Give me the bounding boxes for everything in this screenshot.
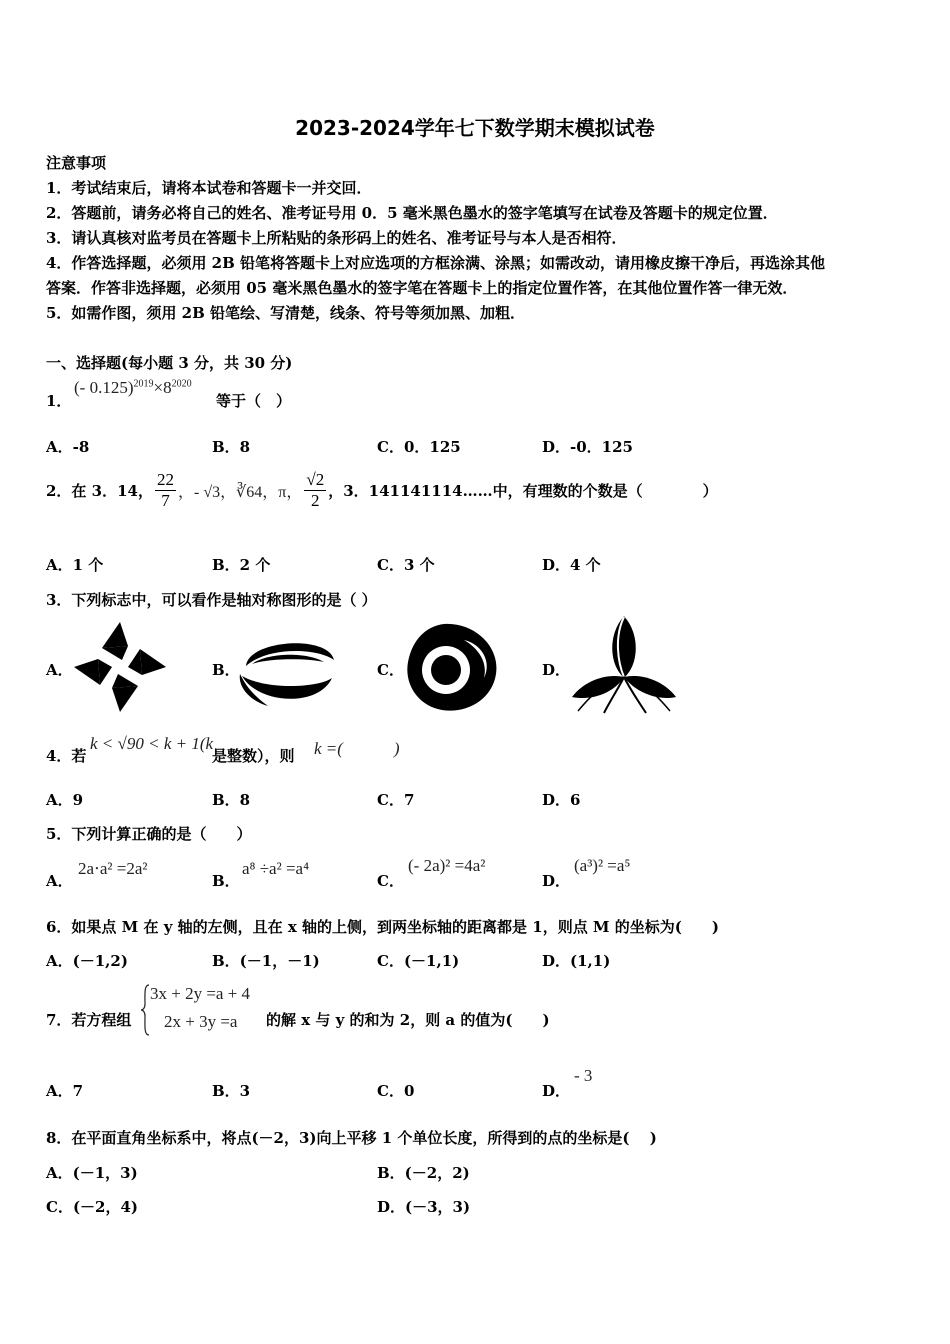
q8-option-a[interactable]: A．(－1，3) [46,1164,138,1182]
q5-expr-c: (- 2a)² =4a² [408,856,486,875]
q7-option-a[interactable]: A．7 [46,1082,84,1100]
notes-heading: 注意事项 [46,154,107,172]
q8-option-d[interactable]: D．(－3，3) [377,1198,471,1216]
q2-stem: 2．在 3．14， $\frac{22}{7}$ ，- √3，∛64，π， $\frac{√2}{2}$ ，3．141141114……中，有理数的个数是（ ） [46,470,718,510]
q4-option-c[interactable]: C．7 [377,791,415,809]
q7-lead: 7．若方程组 [46,1011,132,1029]
q6-option-d[interactable]: D．(1,1) [542,952,611,970]
q5-label-c[interactable]: C． [377,872,404,890]
q1-number: 1． [46,392,72,410]
q7-tail: 的解 x 与 y 的和为 2，则 a 的值为( ) [266,1011,550,1029]
q1-option-a[interactable]: A．-8 [46,438,90,456]
q4-answer-blank: k =( ) [314,739,400,758]
q5-expr-a: 2a⋅a² =2a² [78,859,148,878]
q5-label-a[interactable]: A． [46,872,73,890]
q7-option-b[interactable]: B．3 [212,1082,251,1100]
q5-label-d[interactable]: D． [542,872,571,890]
q1-tail: 等于（ ） [216,392,292,410]
q2-option-d[interactable]: D．4 个 [542,556,601,574]
q8-option-c[interactable]: C．(－2，4) [46,1198,139,1216]
q3-label-c[interactable]: C． [377,661,404,679]
note-item: 3．请认真核对监考员在答题卡上所粘贴的条形码上的姓名、准考证号与本人是否相符． [46,229,627,247]
q4-mid: 是整数），则 [212,747,295,765]
q3-label-a[interactable]: A． [46,661,73,679]
logo-eye-circle-icon [404,622,500,714]
q8-option-b[interactable]: B．(－2，2) [377,1164,470,1182]
q2-option-a[interactable]: A．1 个 [46,556,104,574]
q3-label-b[interactable]: B． [212,661,240,679]
logo-three-petals-icon [570,615,678,715]
q7-option-c[interactable]: C．0 [377,1082,415,1100]
q3-label-d[interactable]: D． [542,661,571,679]
q4-option-b[interactable]: B．8 [212,791,251,809]
q1-option-c[interactable]: C．0．125 [377,438,461,456]
q6-option-b[interactable]: B．(－1，－1) [212,952,320,970]
q2-option-b[interactable]: B．2 个 [212,556,271,574]
q4-option-d[interactable]: D．6 [542,791,581,809]
q7-equation-1: 3x + 2y =a + 4 [150,984,251,1003]
logo-four-stars-icon [72,620,168,714]
q5-expr-b: a⁸ ÷a² =a⁴ [242,859,310,878]
q5-stem: 5．下列计算正确的是（ ） [46,825,252,843]
q1-option-d[interactable]: D．-0．125 [542,438,633,456]
q4-inequality: k < √90 < k + 1(k [90,734,214,753]
q5-label-b[interactable]: B． [212,872,240,890]
q6-stem: 6．如果点 M 在 y 轴的左侧，且在 x 轴的上侧，到两坐标轴的距离都是 1，则点 M 的坐标为( ) [46,918,719,936]
q1-option-b[interactable]: B．8 [212,438,251,456]
q1-expression: (- $0.125)^{2019}\times 8^{2020}$ [74,378,192,397]
q7-option-d[interactable]: D． [542,1082,571,1100]
q2-option-c[interactable]: C．3 个 [377,556,435,574]
brace-icon [140,984,150,1036]
section-heading: 一、选择题(每小题 3 分，共 30 分) [46,354,293,372]
q8-stem: 8．在平面直角坐标系中，将点(－2，3)向上平移 1 个单位长度，所得到的点的坐标是( ) [46,1129,657,1147]
q3-stem: 3．下列标志中，可以看作是轴对称图形的是（ ） [46,591,377,609]
note-item: 1．考试结束后，请将本试卷和答题卡一并交回． [46,179,372,197]
q4-lead: 4．若 [46,747,87,765]
q4-option-a[interactable]: A．9 [46,791,84,809]
q6-option-c[interactable]: C．(－1,1) [377,952,460,970]
q7-equation-2: 2x + 3y =a [164,1012,238,1031]
page-title: 2023-2024学年七下数学期末模拟试卷 [295,116,655,140]
note-item: 2．答题前，请务必将自己的姓名、准考证号用 0．5 毫米黑色墨水的签字笔填写在试卷及答题卡的规定位置． [46,204,778,222]
note-item: 答案．作答非选择题，必须用 05 毫米黑色墨水的签字笔在答题卡上的指定位置作答，在其他位置作答一律无效． [46,279,798,297]
logo-ring-bands-icon [238,630,338,710]
q7-option-d-value: - 3 [574,1066,593,1085]
note-item: 4．作答选择题，必须用 2B 铅笔将答题卡上对应选项的方框涂满、涂黑；如需改动，请用橡皮擦干净后，再选涂其他 [46,254,826,272]
note-item: 5．如需作图，须用 2B 铅笔绘、写清楚，线条、符号等须加黑、加粗． [46,304,525,322]
q6-option-a[interactable]: A．(－1,2) [46,952,128,970]
q5-expr-d: (a³)² =a⁵ [574,856,631,875]
